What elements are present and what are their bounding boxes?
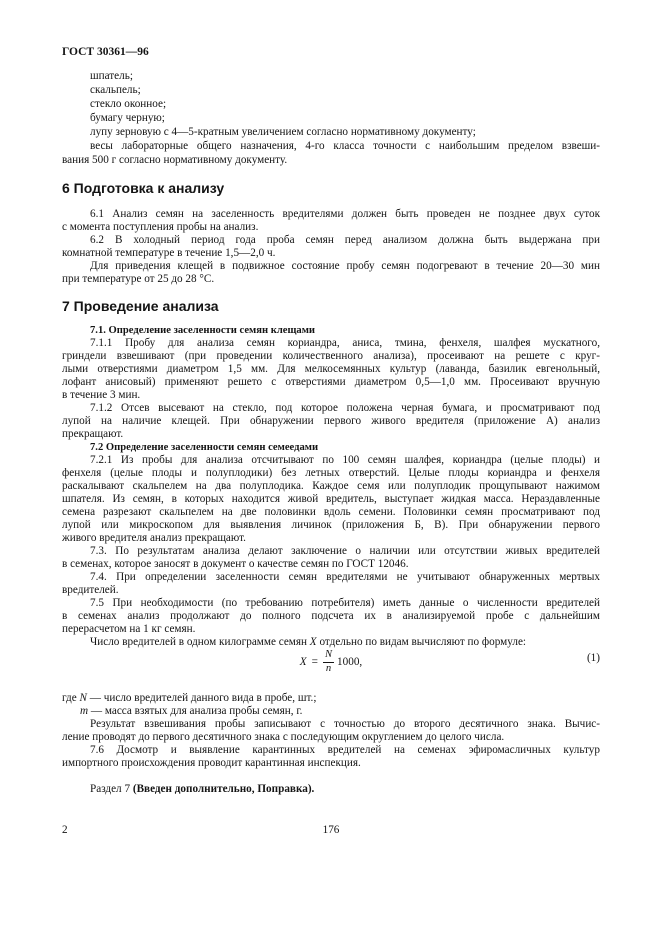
note-emphasis: (Введен дополнительно, Поправка). [132, 782, 315, 795]
text-line: ление проводят до первого десятичного знака с последующим округлением до целого числа. [62, 730, 505, 743]
paragraph [62, 402, 600, 441]
text-line: в течение 3 мин. [62, 388, 141, 401]
paragraph [62, 208, 600, 234]
text-line: скальпель; [90, 84, 141, 96]
legend-symbol: N [79, 691, 87, 704]
text-line: гриндели взвешивают (при проведении количественного анализа), просеивают на решете с круг- [62, 349, 600, 362]
subsection-7-1-heading: 7.1. Определение заселенности семян клещами [90, 324, 316, 336]
equipment-item [62, 139, 600, 167]
section-6-heading: 6 Подготовка к анализу [62, 180, 225, 196]
text-line: 6.2 В холодный период года проба семян перед анализом должна быть выдержана при [90, 233, 600, 246]
equipment-item [62, 83, 600, 97]
equipment-item [62, 69, 600, 83]
formula-denominator: n [325, 663, 332, 674]
text-line: 7.2.1 Из пробы для анализа отсчитывают по 100 семян шалфея, кориандра (целые плоды) и [90, 453, 600, 466]
text-line: живого вредителя анализ прекращают. [62, 531, 246, 544]
document-number: ГОСТ 30361—96 [62, 46, 149, 58]
paragraph [62, 597, 600, 636]
text-line: прекращают. [62, 427, 124, 440]
text-line: 7.3. По результатам анализа делают заключение о наличии или отсутствии живых вредителей [90, 544, 600, 557]
equipment-item [62, 97, 600, 111]
subsection-7-2-heading: 7.2 Определение заселенности семян семеедами [90, 441, 319, 453]
text-line: импортного происхождения проводит карантинная инспекция. [62, 756, 361, 769]
section-note [62, 783, 628, 796]
text-line: 7.4. При определении заселенности семян вредителями не учитывают обнаруженных мертвых [90, 570, 600, 583]
formula-intro-variable: X [309, 635, 317, 648]
text-line: раскалывают скальпелем на два полуплодика. Каждое семя или полуплодик прощупывают нажимом [62, 479, 600, 492]
footer-page-number: 176 [322, 823, 340, 836]
formula-lhs: X [299, 656, 307, 668]
footer-page-left: 2 [62, 823, 68, 836]
text-line: лупу зерновую с 4—5-кратным увеличением согласно нормативному документу; [90, 126, 476, 138]
legend-text: — число вредителей данного вида в пробе, шт.; [86, 691, 317, 704]
formula-operator: = [311, 656, 318, 668]
text-line: с момента поступления пробы на анализ. [62, 220, 259, 233]
paragraph [62, 545, 600, 571]
text-line: 7.1.2 Отсев высевают на стекло, под которое положена черная бумага, и просматривают под [90, 401, 600, 414]
text-line: вредителей. [62, 583, 119, 596]
text-line: в семенах анализ продолжают до полного подсчета их в анализируемой пробе с дальнейшим [62, 609, 600, 622]
text-line: в семенах, которое заносят в документ о качестве семян по ГОСТ 12046. [62, 557, 409, 570]
text-line: бумагу черную; [90, 112, 165, 124]
text-line: лыми отверстиями диаметром 1,5 мм. Для мелкосемянных культур (лаванда, базилик евгенольный, [62, 362, 600, 375]
text-line: 7.6 Досмотр и выявление карантинных вредителей на семенах эфиромасличных культур [90, 743, 600, 756]
text-line: шпателя. Из семян, в которых находится живой вредитель, выступает жидкая масса. Нераздавленные [62, 492, 600, 505]
text-line: при температуре от 25 до 28 °С. [62, 272, 215, 285]
text-line: 7.5 При необходимости (по требованию потребителя) иметь данные о численности вредителей [90, 596, 600, 609]
formula-factor: 1000, [337, 656, 363, 668]
formula-intro-before: Число вредителей в одном килограмме семян [90, 635, 310, 648]
subsection-7-1-body [62, 337, 600, 441]
legend-line-n [62, 692, 600, 705]
equipment-item [62, 111, 600, 125]
formula-number: (1) [586, 652, 600, 664]
paragraph [62, 337, 600, 402]
text-line: перерасчетом на 1 кг семян. [62, 622, 196, 635]
text-line: Результат взвешивания пробы записывают с точностью до второго десятичного знака. Вычис- [90, 717, 600, 730]
text-line: стекло оконное; [90, 98, 167, 110]
subsection-7-2-body [62, 454, 600, 545]
formula [62, 648, 600, 676]
text-line: весы лабораторные общего назначения, 4-го класса точности с наибольшим пределом взвеши- [90, 140, 600, 152]
text-line: Для приведения клещей в подвижное состояние пробу семян подогревают в течение 20—30 мин [90, 259, 600, 272]
equipment-list [62, 69, 600, 167]
section-7-clauses [62, 545, 600, 636]
formula-intro-after: отдельно по видам вычисляют по формуле: [316, 635, 527, 648]
section-6-body [62, 208, 600, 286]
equipment-item [62, 125, 600, 139]
formula-intro [62, 636, 600, 649]
formula-numerator: N [323, 649, 334, 663]
section-7-body [62, 324, 600, 649]
text-line: вания 500 г согласно нормативному документу. [62, 154, 288, 166]
paragraph [62, 744, 600, 770]
text-line: 7.1.1 Пробу для анализа семян кориандра, аниса, тмина, фенхеля, шалфея мускатного, [90, 336, 600, 349]
paragraph [62, 454, 600, 545]
after-formula-body [62, 718, 600, 770]
legend-line-m [62, 705, 600, 718]
formula-fraction [323, 649, 334, 675]
section-7-heading: 7 Проведение анализа [62, 298, 219, 314]
text-line: комнатной температуре в течение 1,5—2,0 ч. [62, 246, 276, 259]
text-line: шпатель; [90, 70, 133, 82]
legend-where: где [62, 691, 77, 704]
text-line: семена разрезают скальпелем на две половинки вдоль семени. Половинки семян просматривают под [62, 505, 600, 518]
note-prefix: Раздел 7 [90, 782, 133, 795]
text-line: лофант анисовый) применяют решето с отверстиями диаметром 0,5—1,0 мм. Просеивают вручную [62, 375, 600, 388]
formula-legend [62, 692, 600, 770]
paragraph [62, 234, 600, 260]
paragraph [62, 260, 600, 286]
text-line: лупой на наличие клещей. При обнаружении первого живого вредителя (приложение А) анализ [62, 414, 600, 427]
text-line: лупой или микроскопом для выявления личинок (приложения Б, В). При обнаружении первого [62, 518, 600, 531]
text-line: фенхеля (целые плоды и полуплодики) без летных отверстий. Целые плоды кориандра и фенхеля [62, 466, 600, 479]
paragraph [62, 571, 600, 597]
legend-text: — масса взятых для анализа пробы семян, г. [88, 704, 303, 717]
legend-symbol: m [80, 704, 89, 717]
text-line: 6.1 Анализ семян на заселенность вредителями должен быть проведен не позднее двух суток [90, 207, 600, 220]
paragraph [62, 718, 600, 744]
